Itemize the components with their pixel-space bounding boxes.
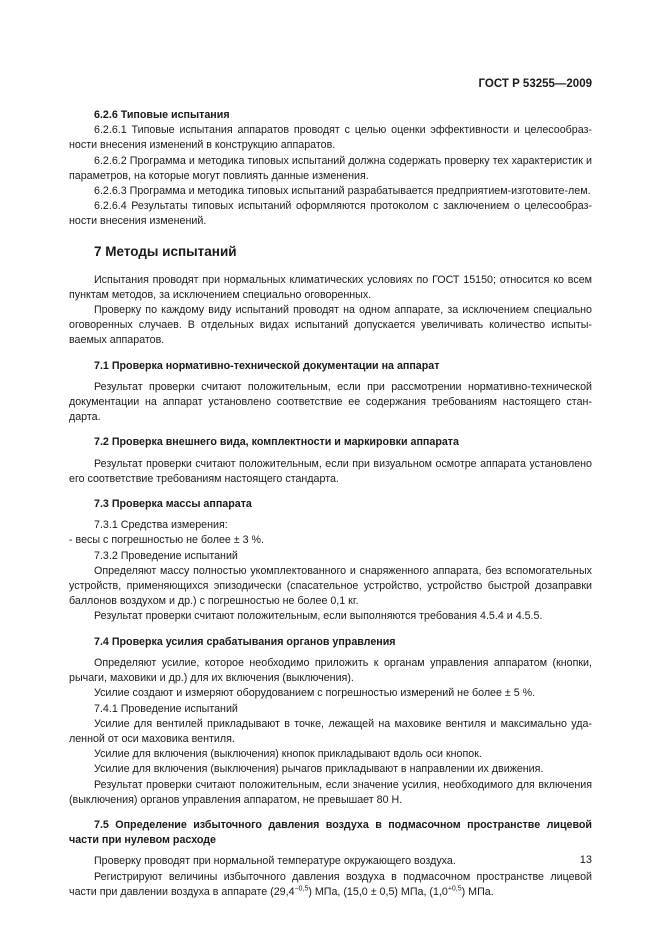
- page-content: [69, 108, 592, 900]
- paragraph: Усилие для включения (выключения) кнопок прикладывают вдоль оси кнопок.: [94, 748, 482, 761]
- paragraph: Результат проверки считают положительным, если при рассмотрении нормативно-технической документации на аппарат установлено соответствие ее содержания требованиям настоящего стан-дарта.: [69, 380, 592, 424]
- section-7-2-title: 7.2 Проверка внешнего вида, комплектности и маркировки аппарата: [94, 436, 459, 449]
- text-run: ) МПа.: [461, 885, 494, 898]
- paragraph: Определяют усилие, которое необходимо приложить к органам управления аппаратом (кнопки, рычаги, маховики и др.) для их включения (выключения).: [69, 656, 592, 685]
- paragraph: 7.3.1 Средства измерения:: [94, 519, 228, 532]
- section-7-5-title: 7.5 Определение избыточного давления воздуха в подмасочном пространстве лицевой части при нулевом расходе: [69, 818, 592, 847]
- paragraph: Испытания проводят при нормальных климатических условиях по ГОСТ 15150; относится ко всем пунктам методов, за исключением специально оговоренных.: [69, 273, 592, 301]
- paragraph: Проверку проводят при нормальной температуре окружающего воздуха.: [94, 855, 456, 868]
- paragraph: 6.2.6.2 Программа и методика типовых испытаний должна содержать проверку тех характеристик и параметров, на которые могут повлиять данные изменения.: [69, 154, 592, 182]
- section-6-2-6-title: 6.2.6 Типовые испытания: [94, 109, 230, 121]
- paragraph: - весы с погрешностью не более ± 3 %.: [69, 534, 265, 547]
- paragraph: 6.2.6.1 Типовые испытания аппаратов проводят с целью оценки эффективности и целесообраз-ности внесения изменений в конструкцию аппаратов.: [69, 124, 592, 152]
- paragraph: 7.4.1 Проведение испытаний: [94, 702, 238, 715]
- paragraph: Определяют массу полностью укомплектованного и снаряженного аппарата, без вспомогательных устройств, применяющихся эпизодически (спасательное устройство, устройство быстрой дозаправки баллонов воздухом и др.) с погрешностью не более 0,1 кг.: [69, 564, 592, 608]
- paragraph: 7.3.2 Проведение испытаний: [94, 549, 238, 562]
- text-run: ) МПа, (15,0 ± 0,5) МПа, (1,0: [308, 885, 448, 898]
- tolerance-superscript: +0,5: [447, 885, 462, 893]
- page-number: 13: [579, 854, 592, 866]
- paragraph: 6.2.6.4 Результаты типовых испытаний оформляются протоколом с заключением о целесообраз-ности внесения изменений.: [69, 200, 592, 228]
- paragraph: Усилие создают и измеряют оборудованием с погрешностью измерений не более ± 5 %.: [94, 687, 536, 700]
- paragraph: Усилие для включения (выключения) рычагов прикладывают в направлении их движения.: [94, 763, 544, 776]
- section-7-title: 7 Методы испытаний: [94, 243, 237, 259]
- text-run: Регистрируют величины избыточного давления воздуха в подмасочном пространстве лицевой части при давлении воздуха в аппарате (29,4: [69, 870, 592, 898]
- paragraph: Результат проверки считают положительным, если выполняются требования 4.5.4 и 4.5.5.: [94, 610, 543, 623]
- document-code: ГОСТ Р 53255—2009: [478, 78, 592, 90]
- section-7-3-title: 7.3 Проверка массы аппарата: [94, 498, 252, 511]
- paragraph: Проверку по каждому виду испытаний проводят на одном аппарате, за исключением специально оговоренных случаев. В отдельных видах испытаний допускается увеличивать количество испыты-ваемых аппаратов.: [69, 304, 592, 347]
- paragraph: Результат проверки считают положительным, если значение усилия, необходимого для включения (выключения) органов управления аппаратом, не превышает 80 Н.: [69, 778, 592, 806]
- paragraph: Результат проверки считают положительным, если при визуальном осмотре аппарата установлено его соответствие требованиям настоящего стандарта.: [69, 457, 592, 485]
- tolerance-superscript: −0,5: [294, 885, 309, 893]
- paragraph: Усилие для вентилей прикладывают в точке, лежащей на маховике вентиля и максимально уда-ленной от оси маховика вентиля.: [69, 717, 592, 745]
- paragraph-with-tolerances: [69, 870, 592, 900]
- section-7-4-title: 7.4 Проверка усилия срабатывания органов управления: [94, 635, 396, 648]
- paragraph: 6.2.6.3 Программа и методика типовых испытаний разрабатывается предприятием-изготовите-лем.: [94, 185, 591, 198]
- section-7-1-title: 7.1 Проверка нормативно-технической документации на аппарат: [94, 359, 440, 372]
